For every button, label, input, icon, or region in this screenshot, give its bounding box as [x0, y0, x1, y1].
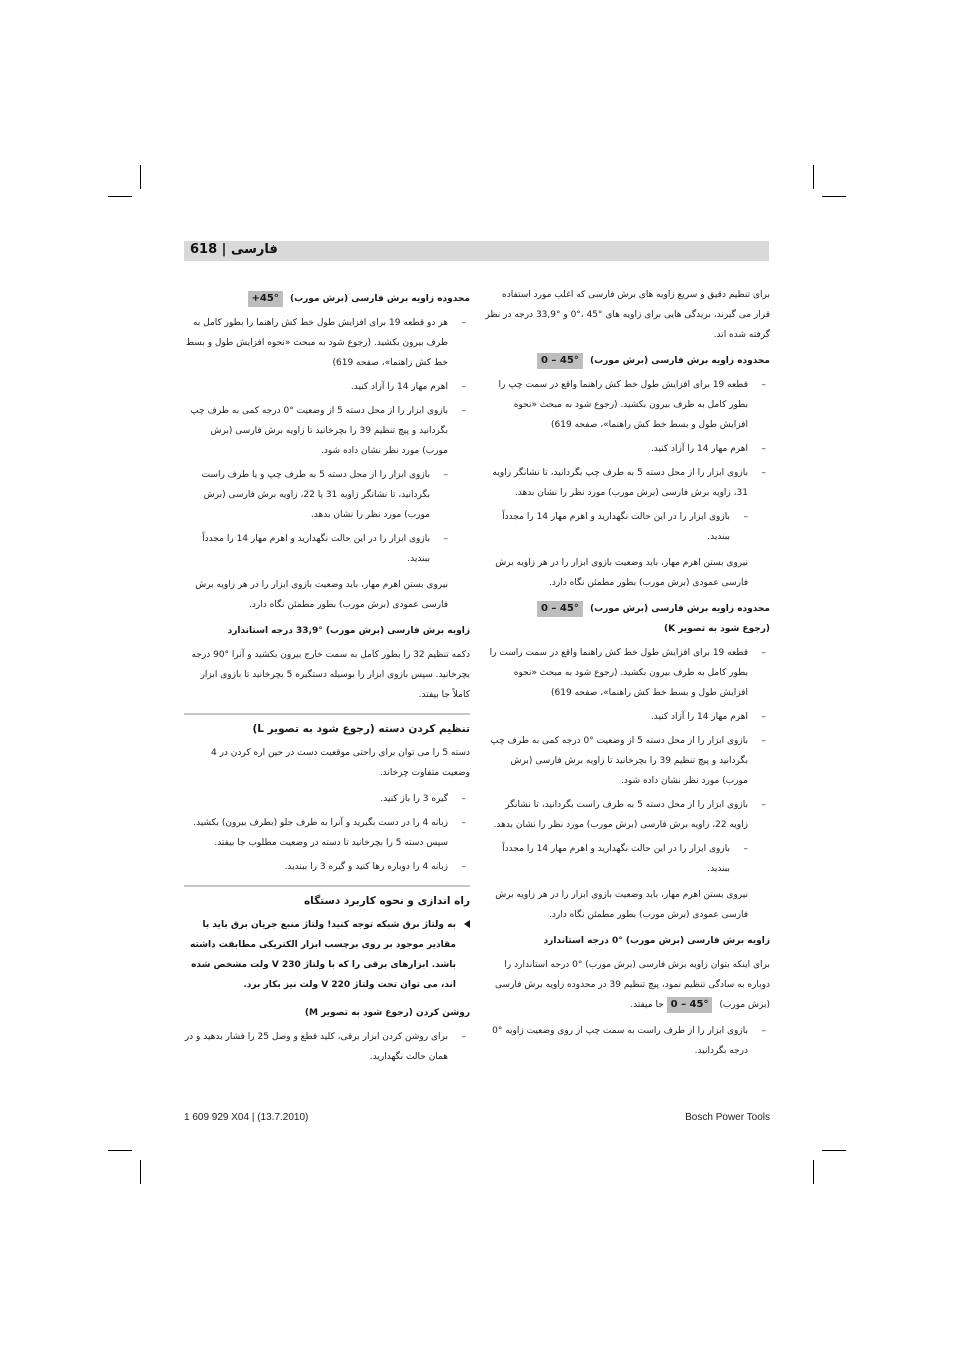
- note-paragraph: نیروی بستن اهرم مهار، باید وضعیت بازوی ابزار را در هر زاویه برش فارسی عمودی (برش مورب) بطور مطمئن نگاه دارد.: [495, 558, 748, 588]
- body-text: برای اینکه بتوان زاویه برش فارسی (برش مورب) °0 درجه استاندارد را دوباره به سادگی تنظیم نمود، پیچ تنظیم 39 در محدوده زاویه برش فارسی (برش مورب): [495, 960, 770, 1010]
- list-item: – بازوی ابزار را از طرف راست به سمت چپ از روی وضعیت زاویه °0 درجه بگردانید.: [484, 1021, 770, 1061]
- list-item: – زبانه 4 را دوباره رها کنید و گیره 3 را ببندید.: [184, 857, 470, 877]
- brand-footer: Bosch Power Tools: [685, 1112, 770, 1123]
- list-item: – برای روشن کردن ابزار برقی، کلید قطع و وصل 25 را فشار بدهید و در همان حالت نگهدارید.: [184, 1027, 470, 1067]
- left-column: [184, 285, 470, 1073]
- note-paragraph: نیروی بستن اهرم مهار، باید وضعیت بازوی ابزار را در هر زاویه برش فارسی عمودی (برش مورب) بطور مطمئن نگاه دارد.: [495, 890, 748, 920]
- list-item: – بازوی ابزار را از محل دسته 5 از وضعیت °0 درجه کمی به طرف چپ بگردانید و پیچ تنظیم 39 را بچرخانید تا زاویه برش فارسی (برش مورب) مورد نظر نشان داده شود.: [184, 401, 470, 461]
- body-paragraph: دکمه تنظیم 32 را بطور کامل به سمت خارج بیرون بکشید و آنرا °90 درجه بچرخانید. سپس بازوی ابزار را بوسیله دستگیره 5 بچرخانید تا بازوی ابزار کاملاً جا بیفتد.: [191, 650, 470, 700]
- heading-subtitle: (رجوع شود به تصویر K): [663, 624, 770, 634]
- step-list: [184, 1027, 470, 1067]
- list-item: – هر دو قطعه 19 برای افزایش طول خط کش راهنما را بطور کامل به طرف بیرون بکشید. (رجوع شود به مبحث «نحوه افزایش طول و بسط خط کش راهنما»، صفحه 619): [184, 313, 470, 373]
- angle-tag: 0 – 45°: [667, 997, 713, 1013]
- body-text: جا میفتد.: [630, 1000, 664, 1010]
- warning-text: به ولتاژ برق شبکه توجه کنید! ولتاژ منبع جریان برق باید با مقادیر موجود بر روی برچسب ابزار الکتریکی مطابقت داشته باشد. ابزارهای برقی را که با ولتاژ 230 V ولت مشخص شده اند، می توان تحت ولتاژ 220 V ولت نیز بکار برد.: [189, 920, 456, 990]
- document-reference: 1 609 929 X04 | (13.7.2010): [184, 1112, 309, 1123]
- list-item: – بازوی ابزار را در این حالت نگهدارید و اهرم مهار 14 را مجدداً ببندید.: [184, 529, 470, 569]
- crop-mark: [822, 196, 846, 197]
- crop-mark: [822, 1150, 846, 1151]
- intro-paragraph: برای تنظیم دقیق و سریع زاویه های برش فارسی که اغلب مورد استفاده قرار می گیرند، بریدگی هایی برای زاویه های °45 ،°0 و °33,9 درجه در نظر گرفته شده اند.: [485, 290, 770, 340]
- list-item: – زبانه 4 را در دست بگیرید و آنرا به طرف جلو (بطرف بیرون) بکشید. سپس دسته 5 را بچرخانید تا دسته در وضعیت مطلوب جا بیفتد.: [184, 813, 470, 853]
- page-title: فارسی | 618: [190, 242, 278, 257]
- section-heading: [184, 289, 470, 309]
- list-item: – بازوی ابزار را از محل دسته 5 از وضعیت °0 درجه کمی به طرف چپ بگردانید و پیچ تنظیم 39 را بچرخانید تا زاویه برش فارسی (برش مورب) مورد نظر نشان داده شود.: [484, 731, 770, 791]
- crop-mark: [108, 196, 132, 197]
- angle-tag: +45°: [248, 291, 283, 307]
- step-list: [184, 313, 470, 569]
- page-header: [184, 241, 769, 261]
- list-item: – اهرم مهار 14 را آزاد کنید.: [484, 707, 770, 727]
- heading-text: محدوده زاویه برش فارسی (برش مورب): [289, 294, 470, 304]
- voltage-warning: [184, 915, 470, 995]
- angle-tag: 0 – 45°: [537, 353, 583, 369]
- list-item: – بازوی ابزار را در این حالت نگهدارید و اهرم مهار 14 را مجدداً ببندید.: [484, 507, 770, 547]
- crop-mark: [813, 1160, 814, 1184]
- section-heading: راه اندازی و نحوه کاربرد دستگاه: [184, 885, 470, 911]
- list-item: – بازوی ابزار را از محل دسته 5 به طرف راست بگردانید، تا نشانگر زاویه 22، زاویه برش فارسی (برش مورب) مورد نظر را نشان بدهد.: [484, 795, 770, 835]
- section-heading: تنظیم کردن دسته (رجوع شود به تصویر L): [184, 713, 470, 739]
- list-item: – قطعه 19 برای افزایش طول خط کش راهنما واقع در سمت راست را بطور کامل به طرف بیرون بکشید. (رجوع شود به مبحث «نحوه افزایش طول و بسط خط کش راهنما»، صفحه 619): [484, 643, 770, 703]
- right-column: [484, 285, 770, 1067]
- step-list: [484, 1021, 770, 1061]
- heading-text: محدوده زاویه برش فارسی (برش مورب): [589, 356, 770, 366]
- list-item: – گیره 3 را باز کنید.: [184, 789, 470, 809]
- crop-mark: [140, 1160, 141, 1184]
- list-item: – اهرم مهار 14 را آزاد کنید.: [484, 439, 770, 459]
- section-heading: روشن کردن (رجوع شود به تصویر M): [304, 1008, 470, 1018]
- list-item: – بازوی ابزار را از محل دسته 5 به طرف چپ و یا طرف راست بگردانید، تا نشانگر زاویه 31 یا 22، زاویه برش فارسی (برش مورب) مورد نظر را نشان بدهد.: [184, 465, 470, 525]
- crop-mark: [140, 165, 141, 189]
- body-paragraph: دسته 5 را می توان برای راحتی موقعیت دست در حین اره کردن در 4 وضعیت متفاوت چرخاند.: [210, 748, 470, 778]
- list-item: – بازوی ابزار را از محل دسته 5 به طرف چپ بگردانید، تا نشانگر زاویه 31، زاویه برش فارسی (برش مورب) مورد نظر را نشان بدهد.: [484, 463, 770, 503]
- step-list: [484, 375, 770, 547]
- step-list: [184, 789, 470, 877]
- crop-mark: [108, 1150, 132, 1151]
- section-heading: [484, 599, 770, 639]
- step-list: [484, 643, 770, 879]
- section-heading: زاویه برش فارسی (برش مورب) °33,9 درجه استاندارد: [227, 626, 470, 636]
- section-heading: زاویه برش فارسی (برش مورب) °0 درجه استاندارد: [543, 936, 770, 946]
- angle-tag: 0 – 45°: [537, 601, 583, 617]
- crop-mark: [813, 165, 814, 189]
- list-item: – بازوی ابزار را در این حالت نگهدارید و اهرم مهار 14 را مجدداً ببندید.: [484, 839, 770, 879]
- warning-triangle-icon: [464, 920, 470, 928]
- note-paragraph: نیروی بستن اهرم مهار، باید وضعیت بازوی ابزار را در هر زاویه برش فارسی عمودی (برش مورب) بطور مطمئن نگاه دارد.: [195, 580, 448, 610]
- list-item: – اهرم مهار 14 را آزاد کنید.: [184, 377, 470, 397]
- body-paragraph: [484, 955, 770, 1015]
- heading-text: محدوده زاویه برش فارسی (برش مورب): [589, 604, 770, 614]
- list-item: – قطعه 19 برای افزایش طول خط کش راهنما واقع در سمت چپ را بطور کامل به طرف بیرون بکشید. (رجوع شود به مبحث «نحوه افزایش طول و بسط خط کش راهنما»، صفحه 619): [484, 375, 770, 435]
- section-heading: [484, 351, 770, 371]
